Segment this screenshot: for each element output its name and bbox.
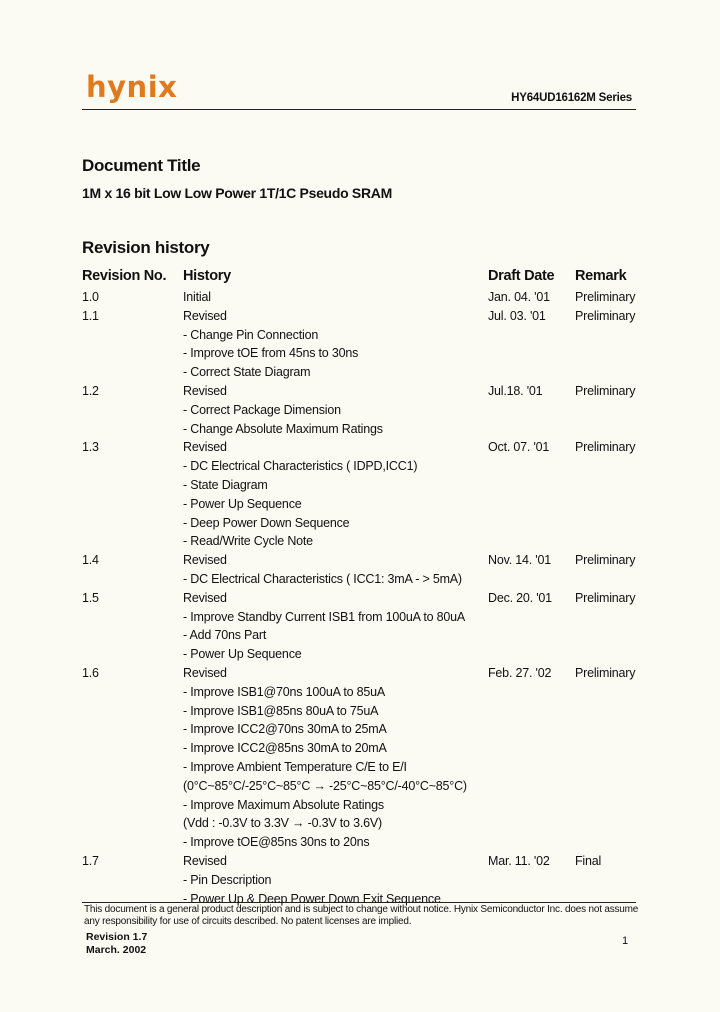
- history-cell: - Power Up Sequence: [183, 496, 302, 511]
- remark-cell: Final: [575, 853, 602, 868]
- table-row: [0, 570, 720, 589]
- table-row: [0, 438, 720, 457]
- hynix-logo: hynix: [86, 70, 178, 104]
- history-cell: - Improve Maximum Absolute Ratings: [183, 797, 384, 812]
- remark-cell: Preliminary: [575, 308, 636, 323]
- draft-date-cell: Oct. 07. '01: [488, 440, 550, 455]
- draft-date-cell: Jul. 03. '01: [488, 308, 546, 323]
- table-row: [0, 476, 720, 495]
- footer-revision: Revision 1.7: [86, 931, 148, 943]
- table-row: [0, 664, 720, 683]
- history-cell: Revised: [183, 383, 227, 398]
- table-row: [0, 514, 720, 533]
- table-row: [0, 344, 720, 363]
- history-cell: - Power Up Sequence: [183, 647, 302, 662]
- history-cell: - Add 70ns Part: [183, 628, 267, 643]
- revision-table-body: [0, 288, 720, 908]
- table-row: [0, 626, 720, 645]
- revision-table-header: [0, 268, 720, 288]
- remark-cell: Preliminary: [575, 590, 636, 605]
- history-cell: Revised: [183, 308, 227, 323]
- column-header-remark: Remark: [575, 268, 627, 284]
- history-cell: - Improve ISB1@85ns 80uA to 75uA: [183, 703, 379, 718]
- history-cell: - State Diagram: [183, 477, 268, 492]
- revision-no-cell: 1.1: [82, 308, 99, 323]
- revision-history-title: Revision history: [82, 238, 210, 257]
- history-cell: Revised: [183, 553, 227, 568]
- page-number: 1: [622, 935, 629, 947]
- revision-no-cell: 1.5: [82, 590, 99, 605]
- remark-cell: Preliminary: [575, 290, 636, 304]
- table-row: [0, 288, 720, 307]
- remark-cell: Preliminary: [575, 553, 636, 568]
- table-row: [0, 796, 720, 815]
- draft-date-cell: Mar. 11. '02: [488, 853, 550, 868]
- history-cell: - Improve ISB1@70ns 100uA to 85uA: [183, 684, 386, 699]
- table-row: [0, 702, 720, 721]
- table-row: [0, 382, 720, 401]
- table-row: [0, 551, 720, 570]
- history-cell: - Correct Package Dimension: [183, 402, 341, 417]
- table-row: [0, 833, 720, 852]
- footer-date: March. 2002: [86, 944, 147, 956]
- document-subtitle: 1M x 16 bit Low Low Power 1T/1C Pseudo SRAM: [82, 185, 392, 201]
- revision-no-cell: 1.7: [82, 853, 99, 868]
- table-row: [0, 326, 720, 345]
- table-row: [0, 307, 720, 326]
- revision-no-cell: 1.3: [82, 440, 99, 455]
- draft-date-cell: Feb. 27. '02: [488, 665, 552, 680]
- history-cell: - Pin Description: [183, 872, 272, 887]
- history-cell: Initial: [183, 290, 211, 304]
- revision-no-cell: 1.6: [82, 665, 99, 680]
- table-row: [0, 758, 720, 777]
- table-row: [0, 589, 720, 608]
- history-cell: (Vdd : -0.3V to 3.3V → -0.3V to 3.6V): [183, 816, 382, 831]
- document-title-label: Document Title: [82, 156, 201, 175]
- table-row: [0, 495, 720, 514]
- table-row: [0, 420, 720, 439]
- draft-date-cell: Jan. 04. '01: [488, 290, 550, 304]
- history-cell: Revised: [183, 590, 227, 605]
- revision-no-cell: 1.2: [82, 383, 99, 398]
- table-row: [0, 645, 720, 664]
- history-cell: (0°C~85°C/-25°C~85°C → -25°C~85°C/-40°C~85°C): [183, 778, 467, 793]
- column-header-history: History: [183, 268, 231, 284]
- series-name: HY64UD16162M Series: [511, 92, 632, 104]
- history-cell: - Improve Ambient Temperature C/E to E/I: [183, 759, 407, 774]
- revision-no-cell: 1.0: [82, 290, 99, 304]
- history-cell: - Power Up & Deep Power Down Exit Sequence: [183, 891, 441, 906]
- footer-divider: [82, 902, 636, 903]
- table-row: [0, 739, 720, 758]
- table-row: [0, 532, 720, 551]
- history-cell: - DC Electrical Characteristics ( IDPD,ICC1): [183, 459, 418, 474]
- disclaimer-text: This document is a general product description and is subject to change without notice. Hynix Semiconductor Inc. does not assume any responsibility for use of circuits described. No patent licenses are implied.: [84, 904, 639, 927]
- table-row: [0, 608, 720, 627]
- column-header-revision-no: Revision No.: [82, 268, 167, 284]
- draft-date-cell: Nov. 14. '01: [488, 553, 551, 568]
- history-cell: Revised: [183, 853, 227, 868]
- table-row: [0, 720, 720, 739]
- draft-date-cell: Dec. 20. '01: [488, 590, 552, 605]
- table-row: [0, 814, 720, 833]
- table-row: [0, 852, 720, 871]
- table-row: [0, 457, 720, 476]
- history-cell: - DC Electrical Characteristics ( ICC1: 3mA - > 5mA): [183, 571, 462, 586]
- history-cell: Revised: [183, 665, 227, 680]
- remark-cell: Preliminary: [575, 665, 636, 680]
- column-header-draft-date: Draft Date: [488, 268, 555, 284]
- table-row: [0, 777, 720, 796]
- history-cell: Revised: [183, 440, 227, 455]
- table-row: [0, 683, 720, 702]
- history-cell: - Read/Write Cycle Note: [183, 534, 313, 549]
- header-divider: [82, 109, 636, 110]
- remark-cell: Preliminary: [575, 383, 636, 398]
- history-cell: - Improve ICC2@70ns 30mA to 25mA: [183, 722, 387, 737]
- draft-date-cell: Jul.18. '01: [488, 383, 543, 398]
- revision-no-cell: 1.4: [82, 553, 99, 568]
- history-cell: - Improve Standby Current ISB1 from 100uA to 80uA: [183, 609, 466, 624]
- table-row: [0, 871, 720, 890]
- footer-revision-block: [86, 931, 147, 957]
- history-cell: - Change Absolute Maximum Ratings: [183, 421, 383, 436]
- history-cell: - Change Pin Connection: [183, 327, 319, 342]
- history-cell: - Improve tOE from 45ns to 30ns: [183, 346, 359, 361]
- history-cell: - Improve ICC2@85ns 30mA to 20mA: [183, 741, 387, 756]
- history-cell: - Deep Power Down Sequence: [183, 515, 350, 530]
- history-cell: - Improve tOE@85ns 30ns to 20ns: [183, 835, 370, 850]
- history-cell: - Correct State Diagram: [183, 365, 311, 380]
- remark-cell: Preliminary: [575, 440, 636, 455]
- table-row: [0, 363, 720, 382]
- table-row: [0, 401, 720, 420]
